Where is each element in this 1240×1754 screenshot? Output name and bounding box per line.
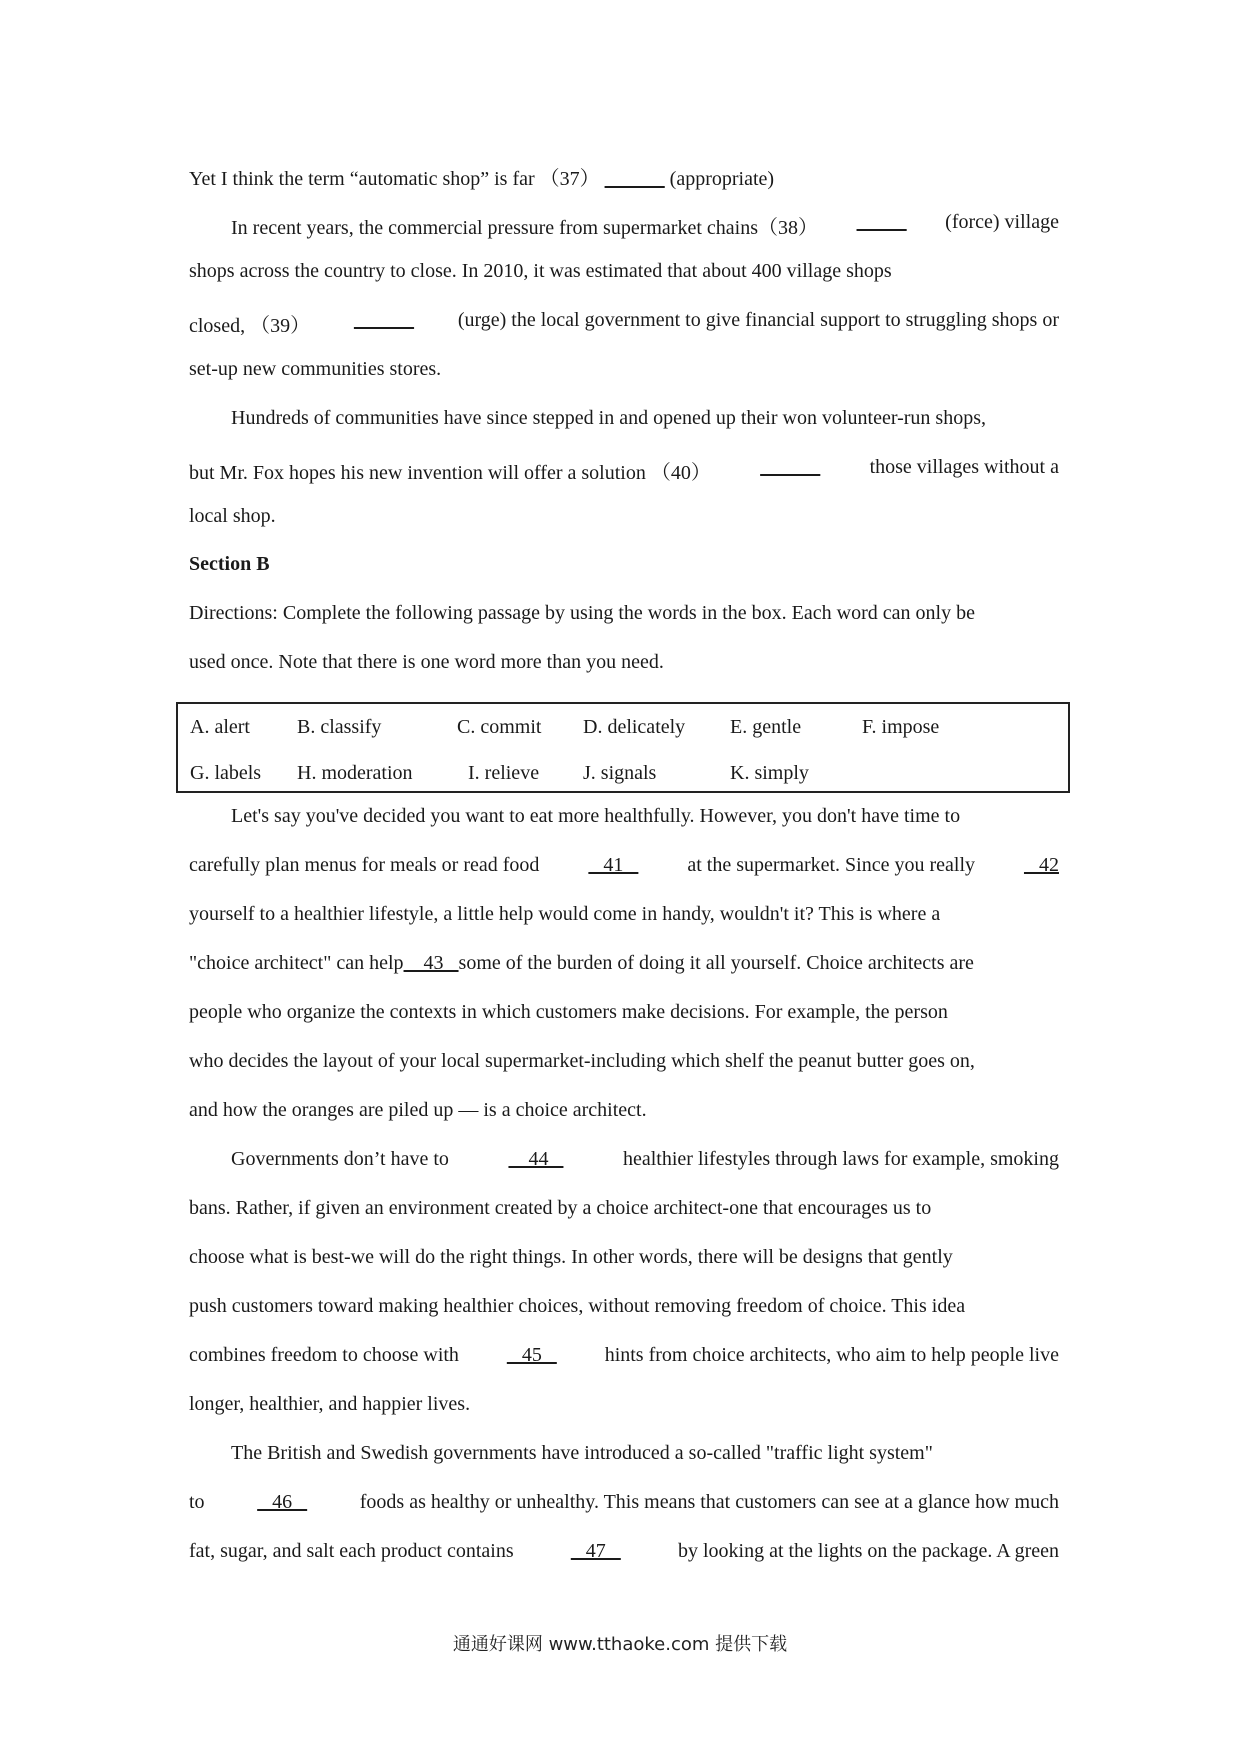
- text-line: [231, 805, 1059, 828]
- text-span: set-up new communities stores.: [189, 358, 442, 380]
- text-span: (urge) the local government to give financial support to struggling shops or: [457, 309, 1059, 331]
- text-span: choose what is best-we will do the right things. In other words, there will be designs that gently: [189, 1246, 953, 1268]
- text-span: and how the oranges are piled up — is a choice architect.: [189, 1099, 647, 1121]
- word-option: F. impose: [862, 716, 940, 738]
- page-footer: 通通好课网 www.tthaoke.com 提供下载: [452, 1634, 788, 1655]
- word-option: A. alert: [190, 716, 250, 738]
- text-line: [189, 260, 1059, 283]
- text-line: [189, 1001, 1059, 1024]
- text-line: [189, 358, 1059, 381]
- text-line: [189, 1099, 1059, 1122]
- text-span: who decides the layout of your local supermarket-including which shelf the peanut butter goes on,: [189, 1050, 975, 1072]
- blank-41: 41: [588, 854, 639, 876]
- section-heading: Section B: [189, 553, 270, 575]
- text-span: longer, healthier, and happier lives.: [189, 1393, 471, 1415]
- text-line: [189, 505, 1059, 528]
- text-line: [189, 162, 1059, 191]
- text-span: Yet I think the term “automatic shop” is far （37）: [189, 168, 600, 190]
- text-span: yourself to a healthier lifestyle, a little help would come in handy, wouldn't it? This is where a: [189, 903, 941, 925]
- blank-39: ______: [353, 309, 414, 331]
- text-span: combines freedom to choose with: [189, 1344, 459, 1366]
- word-option: G. labels: [190, 762, 262, 784]
- text-line: [189, 854, 1059, 877]
- text-span: "choice architect" can help: [189, 952, 404, 974]
- text-span: push customers toward making healthier choices, without removing freedom of choice. This idea: [189, 1295, 966, 1317]
- text-line: [189, 1491, 1059, 1514]
- text-span: fat, sugar, and salt each product contains: [189, 1540, 514, 1562]
- blank-40: ______: [760, 456, 821, 478]
- text-line: [189, 903, 1059, 926]
- text-span: In recent years, the commercial pressure from supermarket chains（38）: [231, 217, 818, 239]
- text-line: [231, 1148, 1059, 1171]
- directions-line: Directions: Complete the following passage by using the words in the box. Each word can only be: [189, 602, 975, 624]
- text-span: people who organize the contexts in which customers make decisions. For example, the person: [189, 1001, 948, 1023]
- text-line: [189, 1393, 1059, 1416]
- text-span: healthier lifestyles through laws for example, smoking: [622, 1148, 1059, 1170]
- blank-38: _____: [856, 211, 907, 233]
- blank-44: 44: [508, 1148, 564, 1170]
- word-option: B. classify: [297, 716, 382, 738]
- word-option: K. simply: [730, 762, 809, 784]
- text-line: [189, 952, 1059, 975]
- text-span: Governments don’t have to: [231, 1148, 449, 1170]
- text-span: bans. Rather, if given an environment created by a choice architect-one that encourages us to: [189, 1197, 932, 1219]
- directions-line: used once. Note that there is one word more than you need.: [189, 651, 664, 673]
- blank-42: 42: [1023, 854, 1059, 876]
- blank-43: 43: [403, 952, 459, 974]
- text-span: Hundreds of communities have since stepped in and opened up their won volunteer-run shops,: [231, 407, 986, 429]
- blank-45: 45: [506, 1344, 557, 1366]
- text-line: [189, 1246, 1059, 1269]
- text-line: [231, 211, 1059, 240]
- text-line: [231, 1442, 1059, 1465]
- word-option: D. delicately: [583, 716, 686, 738]
- text-line: [189, 309, 1059, 338]
- text-span: but Mr. Fox hopes his new invention will offer a solution （40）: [189, 462, 711, 484]
- blank-47: 47: [570, 1540, 621, 1562]
- text-line: [189, 1295, 1059, 1318]
- word-bank-box: [176, 702, 1070, 793]
- text-line: [189, 456, 1059, 485]
- text-span: those villages without a: [869, 456, 1059, 478]
- word-option: J. signals: [583, 762, 657, 784]
- blank-37: ______: [604, 168, 665, 190]
- text-span: (force) village: [945, 211, 1059, 233]
- word-option: I. relieve: [468, 762, 540, 784]
- text-line: [189, 1197, 1059, 1220]
- word-option: C. commit: [457, 716, 542, 738]
- text-span: some of the burden of doing it all yourself. Choice architects are: [458, 952, 974, 974]
- text-span: local shop.: [189, 505, 276, 527]
- text-line: [231, 407, 1059, 430]
- text-span: shops across the country to close. In 2010, it was estimated that about 400 village shops: [189, 260, 892, 282]
- text-span: to: [189, 1491, 205, 1513]
- text-span: The British and Swedish governments have introduced a so-called "traffic light system": [231, 1442, 933, 1464]
- text-span: by looking at the lights on the package. A green: [677, 1540, 1059, 1562]
- text-span: at the supermarket. Since you really: [687, 854, 976, 876]
- word-option: H. moderation: [297, 762, 413, 784]
- text-span: hints from choice architects, who aim to help people live: [604, 1344, 1059, 1366]
- text-span: foods as healthy or unhealthy. This means that customers can see at a glance how much: [359, 1491, 1059, 1513]
- text-span: closed, （39）: [189, 315, 311, 337]
- text-span: carefully plan menus for meals or read food: [189, 854, 540, 876]
- blank-46: 46: [257, 1491, 308, 1513]
- text-line: [189, 1344, 1059, 1367]
- text-line: [189, 1540, 1059, 1563]
- text-span: Let's say you've decided you want to eat more healthfully. However, you don't have time to: [231, 805, 961, 827]
- word-option: E. gentle: [730, 716, 802, 738]
- text-line: [189, 1050, 1059, 1073]
- hint-text: (appropriate): [669, 168, 775, 190]
